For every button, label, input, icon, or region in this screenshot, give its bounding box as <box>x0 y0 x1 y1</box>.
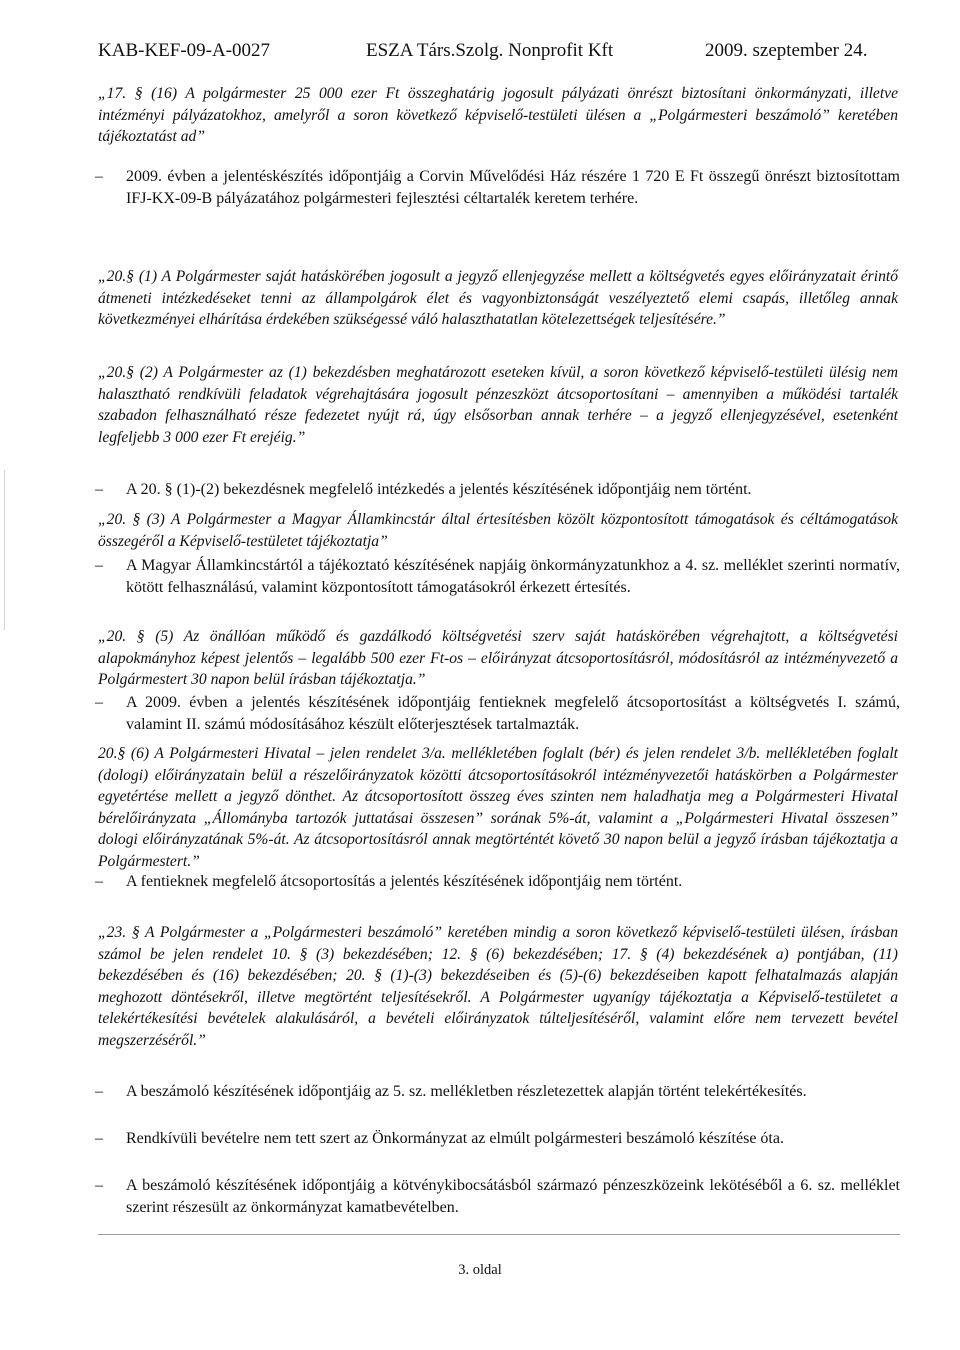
list-item-3 <box>95 555 900 599</box>
quote-20-1: „20.§ (1) A Polgármester saját hatáskörében jogosult a jegyző ellenjegyzése mellett a költségvetés egyes előirányzatait érintő átmeneti intézkedéseket tenni az állampolgárok élet és vagyonbiztonságát veszélyeztető elemi csapás, illetőleg annak következményei elhárítása érdekében szükségessé váló halaszthatatlan kötelezettségek teljesítésére.” <box>98 268 898 329</box>
header-organization: ESZA Társ.Szolg. Nonprofit Kft <box>366 40 614 61</box>
list-item-8 <box>95 1175 900 1219</box>
quote-20-3: „20. § (3) A Polgármester a Magyar Államkincstár által értesítésben közölt központosított támogatások és céltámogatások összegéről a Képviselő-testületet tájékoztatja” <box>98 511 898 550</box>
header-document-code: KAB-KEF-09-A-0027 <box>98 40 271 61</box>
dash-bullet: – <box>95 1130 103 1147</box>
quote-20-6: 20.§ (6) A Polgármesteri Hivatal – jelen rendelet 3/a. mellékletében foglalt (bér) és jelen rendelet 3/b. mellékletében foglalt (dologi) előirányzatain belül a részelőirányzatok közötti átcsoportosításokról intézményvezetői hatáskörben a Polgármester egyetértése mellett a jegyző dönthet. Az átcsoportosított összeg éves szinten nem haladhatja meg a Polgármesteri Hivatal bérelőirányzata „Állományba tartozók juttatásai összesen” sorának 5%-át, valamint a „Polgármesteri Hivatal összesen” dologi előirányzatának 5%-át. Az átcsoportosításról annak megtörténtét követő 30 napon belül a jegyző írásban tájékoztatja a Polgármestert.” <box>98 745 898 870</box>
dash-bullet: – <box>95 481 103 498</box>
quote-20-5: „20. § (5) Az önállóan működő és gazdálkodó költségvetési szerv saját hatáskörében végrehajtott, a költségvetési alapokmányhoz képest jelentős – legalább 500 ezer Ft-os – előirányzat átcsoportosításról, módosításról az intézményvezető a Polgármestert 30 napon belül írásban tájékoztatja.” <box>98 628 898 689</box>
header-date: 2009. szeptember 24. <box>705 40 868 61</box>
margin-line <box>4 470 5 630</box>
list-item-7 <box>95 1128 900 1150</box>
quote-17-16: „17. § (16) A polgármester 25 000 ezer Ft összeghatárig jogosult pályázati önrészt biztosítani önkormányzati, illetve intézményi pályázatokhoz, amelyről a soron következő képviselő-testületi ülésen a „Polgármesteri beszámoló” keretében tájékoztatást ad” <box>98 85 898 146</box>
dash-bullet: – <box>95 1083 103 1100</box>
page-number: 3. oldal <box>458 1262 502 1278</box>
footer-rule <box>98 1234 900 1235</box>
list-item-5 <box>95 871 900 893</box>
quote-23: „23. § A Polgármester a „Polgármesteri beszámoló” keretében mindig a soron következő képviselő-testületi ülésen, írásban számol be jelen rendelet 10. § (3) bekezdésében; 12. § (6) bekezdésében; 17. § (4) bekezdésének a) pontjában, (11) bekezdésében és (16) bekezdésében; 20. § (1)-(3) bekezdéseiben és (5)-(6) bekezdéseiben kapott felhatalmazás alapján meghozott döntésekről, illetve megtörtént teljesítésekről. A Polgármester ugyanígy tájékoztatja a Képviselő-testületet a telekértékesítési bevételek alakulásáról, a bevételi előirányzatok túlteljesítéséről, valamint előre nem tervezett bevétel megszerzéséről.” <box>98 924 898 1049</box>
list-item-text: A beszámoló készítésének időpontjáig a kötvénykibocsátásból származó pénzeszközeink lekötéséből a 6. sz. melléklet szerint részesült az önkormányzat kamatbevételben. <box>126 1177 900 1216</box>
list-item-text: A 2009. évben a jelentés készítésének időpontjáig fentieknek megfelelő átcsoportosítást a költségvetés I. számú, valamint II. számú módosításához készült előterjesztések tartalmazták. <box>126 694 900 733</box>
dash-bullet: – <box>95 168 103 185</box>
quote-20-2: „20.§ (2) A Polgármester az (1) bekezdésben meghatározott eseteken kívül, a soron következő képviselő-testületi ülésig nem halasztható rendkívüli feladatok végrehajtására jogosult pénzeszközt átcsoportosítani – amennyiben a működési tartalék szabadon felhasználható része fedezetet nyújt rá, úgy elsősorban annak terhére – a jegyző ellenjegyzésével, esetenként legfeljebb 3 000 ezer Ft erejéig.” <box>98 364 898 446</box>
list-item-text: A Magyar Államkincstártól a tájékoztató készítésének napjáig önkormányzatunkhoz a 4. sz. melléklet szerinti normatív, kötött felhasználású, valamint központosított támogatásokról érkezett értesítés. <box>126 557 900 596</box>
list-item-6 <box>95 1081 900 1103</box>
dash-bullet: – <box>95 873 103 890</box>
list-item-2 <box>95 479 900 501</box>
list-item-4 <box>95 692 900 736</box>
list-item-text: Rendkívüli bevételre nem tett szert az Önkormányzat az elmúlt polgármesteri beszámoló készítése óta. <box>126 1130 784 1147</box>
list-item-1 <box>95 166 900 210</box>
list-item-text: 2009. évben a jelentéskészítés időpontjáig a Corvin Művelődési Ház részére 1 720 E Ft összegű önrészt biztosítottam IFJ-KX-09-B pályázatához polgármesteri fejlesztési céltartalék keretem terhére. <box>126 168 900 207</box>
dash-bullet: – <box>95 694 103 711</box>
dash-bullet: – <box>95 557 103 574</box>
list-item-text: A beszámoló készítésének időpontjáig az 5. sz. mellékletben részletezettek alapján történt telekértékesítés. <box>126 1083 807 1100</box>
dash-bullet: – <box>95 1177 103 1194</box>
list-item-text: A fentieknek megfelelő átcsoportosítás a jelentés készítésének időpontjáig nem történt. <box>126 873 683 890</box>
list-item-text: A 20. § (1)-(2) bekezdésnek megfelelő intézkedés a jelentés készítésének időpontjáig nem történt. <box>126 481 752 498</box>
